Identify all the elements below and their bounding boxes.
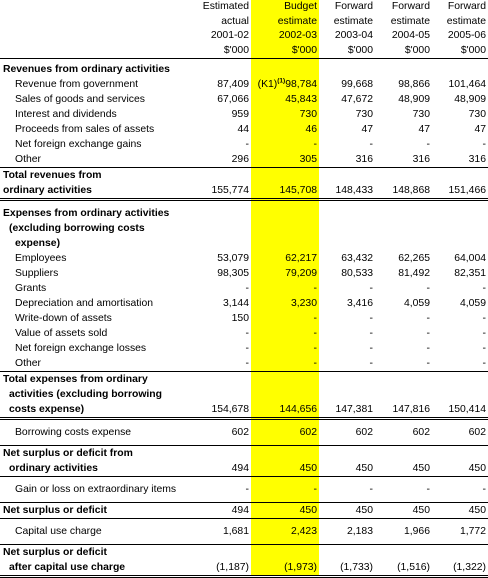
value-cell: 45,843 [285, 94, 317, 105]
subtotal-value: 450 [251, 503, 319, 519]
row-label: Net foreign exchange gains [15, 139, 142, 150]
value-cell: - [313, 484, 317, 495]
value-cell: 316 [468, 154, 486, 165]
section-title: Revenues from ordinary activities [3, 64, 170, 75]
header-cell: $'000 [251, 44, 319, 59]
value-cell: - [245, 328, 249, 339]
header-cell: $'000 [319, 44, 375, 59]
final-label: Net surplus or deficit [0, 545, 488, 561]
value-cell: 98,305 [217, 268, 249, 279]
value-cell: - [482, 484, 486, 495]
row-label: Revenue from government [15, 79, 139, 90]
value-cell: 64,004 [454, 253, 486, 264]
row-label: Proceeds from sales of assets [15, 124, 155, 135]
total-label: ordinary activities [0, 183, 193, 200]
value-cell: - [369, 328, 373, 339]
table-row [0, 77, 488, 92]
value-cell: - [245, 343, 249, 354]
subtotal-value: 450 [251, 461, 319, 477]
final-value: (1,516) [375, 560, 432, 577]
header-cell: 2004-05 [391, 30, 430, 41]
header-cell: Budget [284, 1, 317, 12]
value-cell: 47 [361, 124, 373, 135]
section-heading-expenses [0, 206, 488, 221]
table-row [0, 152, 488, 168]
total-label-row [0, 372, 488, 388]
value-cell: 47 [418, 124, 430, 135]
value-cell: 730 [299, 109, 317, 120]
value-cell: - [482, 358, 486, 369]
value-cell: 602 [299, 427, 317, 438]
header-row [0, 44, 488, 59]
total-value: 144,656 [251, 402, 319, 419]
value-cell: 62,217 [285, 253, 317, 264]
table-row [0, 266, 488, 281]
value-cell: - [313, 283, 317, 294]
row-label: Employees [15, 253, 67, 264]
value-cell: - [426, 283, 430, 294]
header-cell: Forward [447, 1, 486, 12]
value-cell: 47 [474, 124, 486, 135]
value-cell-with-note [251, 77, 319, 92]
value-cell: 602 [412, 427, 430, 438]
total-value: 145,708 [251, 183, 319, 200]
value-cell: 3,416 [346, 298, 373, 309]
value-cell: - [426, 358, 430, 369]
value-cell: 4,059 [403, 298, 430, 309]
value-cell: 47,672 [341, 94, 373, 105]
value-cell: - [482, 283, 486, 294]
value-cell: 150 [231, 313, 249, 324]
row-label: Capital use charge [15, 526, 102, 537]
value-cell: 2,423 [290, 526, 317, 537]
value-cell: - [369, 139, 373, 150]
subtotal-value: 450 [319, 503, 375, 519]
subtotal-row [0, 503, 488, 519]
table-row [0, 251, 488, 266]
value-cell: 63,432 [341, 253, 373, 264]
row-label: Interest and dividends [15, 109, 117, 120]
value-cell: - [482, 313, 486, 324]
header-cell: 2001-02 [210, 30, 249, 41]
total-label-row [0, 168, 488, 184]
value-cell: 46 [305, 124, 317, 135]
row-label: Borrowing costs expense [15, 427, 132, 438]
total-label: costs expense) [0, 402, 193, 419]
subtotal-value: 494 [193, 461, 251, 477]
value-text: 98,784 [285, 79, 317, 90]
footnote-marker: (1) [277, 77, 286, 85]
value-cell: 48,909 [398, 94, 430, 105]
value-cell: 296 [231, 154, 249, 165]
final-value: (1,973) [251, 560, 319, 577]
header-cell: actual [221, 15, 249, 27]
value-cell: - [369, 358, 373, 369]
header-cell: estimate [333, 15, 373, 27]
value-cell: 730 [468, 109, 486, 120]
total-value: 147,816 [375, 402, 432, 419]
value-cell: 87,409 [217, 79, 249, 90]
subtotal-label: Net surplus or deficit [0, 503, 193, 519]
table-row [0, 482, 488, 497]
table-row [0, 341, 488, 356]
value-cell: 602 [231, 427, 249, 438]
total-value: 154,678 [193, 402, 251, 419]
table-row [0, 296, 488, 311]
section-title: Expenses from ordinary activities [3, 208, 170, 219]
header-cell: estimate [446, 15, 486, 27]
value-cell: 81,492 [398, 268, 430, 279]
header-cell: 2005-06 [447, 30, 486, 41]
row-label: Sales of goods and services [15, 94, 145, 105]
header-row [0, 0, 488, 15]
total-row [0, 402, 488, 419]
value-cell: 3,144 [222, 298, 249, 309]
table-row [0, 524, 488, 539]
total-value: 151,466 [432, 183, 488, 200]
header-cell: Forward [334, 1, 373, 12]
subtotal-value: 450 [432, 503, 488, 519]
subtotal-row [0, 461, 488, 477]
header-cell: Forward [391, 1, 430, 12]
row-label: Gain or loss on extraordinary items [15, 484, 177, 495]
value-cell: 98,866 [398, 79, 430, 90]
value-cell: - [313, 139, 317, 150]
note-prefix: (K1) [257, 79, 278, 90]
row-label: Other [15, 358, 41, 369]
row-label: Other [15, 154, 41, 165]
total-value: 155,774 [193, 183, 251, 200]
value-cell: 959 [231, 109, 249, 120]
value-cell: - [369, 484, 373, 495]
table-row [0, 107, 488, 122]
value-cell: 53,079 [217, 253, 249, 264]
value-cell: 3,230 [290, 298, 317, 309]
table-row [0, 356, 488, 372]
value-cell: 44 [237, 124, 249, 135]
total-value: 150,414 [432, 402, 488, 419]
value-cell: 305 [299, 154, 317, 165]
value-cell: - [313, 358, 317, 369]
row-label: Net foreign exchange losses [15, 343, 147, 354]
row-label: Grants [15, 283, 47, 294]
final-total-row [0, 560, 488, 577]
value-cell: 730 [412, 109, 430, 120]
value-cell: 602 [468, 427, 486, 438]
header-row [0, 15, 488, 30]
header-cell: $'000 [193, 44, 251, 59]
header-cell: 2003-04 [334, 30, 373, 41]
value-cell: - [482, 328, 486, 339]
value-cell: 101,464 [448, 79, 486, 90]
row-label: Write-down of assets [15, 313, 112, 324]
header-cell: $'000 [432, 44, 488, 59]
final-value: (1,187) [193, 560, 251, 577]
row-label: Value of assets sold [15, 328, 108, 339]
value-cell: - [313, 313, 317, 324]
value-cell: - [426, 328, 430, 339]
value-cell: - [245, 484, 249, 495]
value-cell: 1,772 [459, 526, 486, 537]
value-cell: 2,183 [346, 526, 373, 537]
table-row [0, 311, 488, 326]
value-cell: - [426, 484, 430, 495]
value-cell: 67,066 [217, 94, 249, 105]
value-cell: 1,681 [222, 526, 249, 537]
subtotal-value: 450 [319, 461, 375, 477]
value-cell: 79,209 [285, 268, 317, 279]
value-cell: 82,351 [454, 268, 486, 279]
value-cell: - [313, 328, 317, 339]
subtotal-value: 450 [375, 503, 432, 519]
total-row [0, 183, 488, 200]
total-label: Total revenues from [0, 168, 488, 184]
final-label: after capital use charge [0, 560, 193, 577]
table-row [0, 92, 488, 107]
value-cell: 730 [355, 109, 373, 120]
value-cell: - [482, 139, 486, 150]
value-cell: 316 [355, 154, 373, 165]
total-value: 148,433 [319, 183, 375, 200]
value-cell: 48,909 [454, 94, 486, 105]
value-cell: - [245, 139, 249, 150]
table-row [0, 281, 488, 296]
header-cell: 2002-03 [278, 30, 317, 41]
value-cell: - [482, 343, 486, 354]
subtotal-label-row [0, 446, 488, 462]
final-value: (1,733) [319, 560, 375, 577]
table-row [0, 425, 488, 440]
header-cell: estimate [277, 15, 317, 27]
header-row [0, 29, 488, 44]
value-cell: 62,265 [398, 253, 430, 264]
section-title-continued: (excluding borrowing costs [9, 223, 145, 234]
header-cell: estimate [390, 15, 430, 27]
total-label-continued: activities (excluding borrowing [9, 389, 162, 400]
subtotal-value: 450 [375, 461, 432, 477]
subtotal-label: ordinary activities [0, 461, 193, 477]
value-cell: - [369, 283, 373, 294]
value-cell: 80,533 [341, 268, 373, 279]
row-label: Suppliers [15, 268, 59, 279]
value-cell: - [426, 139, 430, 150]
value-cell: - [245, 283, 249, 294]
section-heading-revenues [0, 62, 488, 77]
subtotal-label: Net surplus or deficit from [0, 446, 488, 462]
value-cell: - [426, 343, 430, 354]
total-value: 147,381 [319, 402, 375, 419]
table-row [0, 137, 488, 152]
table-row [0, 326, 488, 341]
header-cell: $'000 [375, 44, 432, 59]
value-cell: 1,966 [403, 526, 430, 537]
value-cell: 99,668 [341, 79, 373, 90]
subtotal-value: 450 [432, 461, 488, 477]
value-cell: - [245, 358, 249, 369]
subtotal-value: 494 [193, 503, 251, 519]
value-cell: 602 [355, 427, 373, 438]
value-cell: - [313, 343, 317, 354]
total-label: Total expenses from ordinary [0, 372, 488, 388]
final-value: (1,322) [432, 560, 488, 577]
header-cell: Estimated [202, 1, 249, 12]
value-cell: - [369, 343, 373, 354]
value-cell: 4,059 [459, 298, 486, 309]
table-row [0, 122, 488, 137]
value-cell: - [426, 313, 430, 324]
value-cell: 316 [412, 154, 430, 165]
section-title-continued: expense) [15, 238, 61, 249]
total-value: 148,868 [375, 183, 432, 200]
value-cell: - [369, 313, 373, 324]
row-label: Depreciation and amortisation [15, 298, 154, 309]
final-label-row [0, 545, 488, 561]
